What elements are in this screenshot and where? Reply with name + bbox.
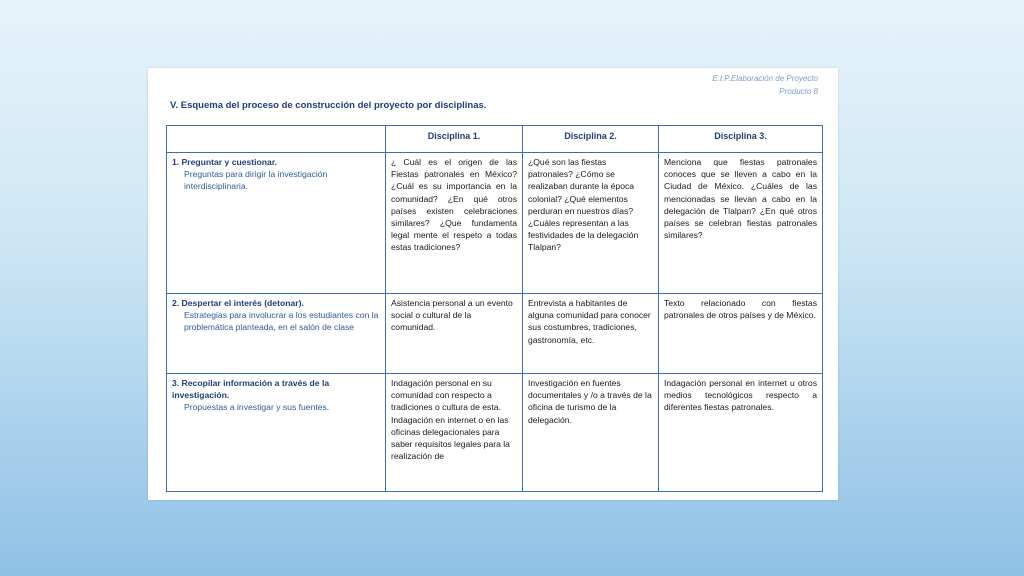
disciplina-1-cell: Asistencia personal a un evento social o cultural de la comunidad. bbox=[386, 294, 523, 374]
row-subtitle: Estrategias para involucrar a los estudiantes con la problemática planteada, en el salón de clase bbox=[184, 310, 379, 333]
row-title: 2. Despertar el interés (detonar). bbox=[172, 298, 304, 308]
table-header-row bbox=[167, 126, 823, 153]
document-page bbox=[148, 68, 838, 500]
disciplina-2-cell: Entrevista a habitantes de alguna comunidad para conocer sus costumbres, tradiciones, gastronomía, etc. bbox=[523, 294, 659, 374]
row-title: 1. Preguntar y cuestionar. bbox=[172, 157, 278, 167]
disciplina-1-cell: Indagación personal en su comunidad con respecto a tradiciones o cultura de esta. Indagación en internet o en las oficinas delegacionales para saber requisitos legales para la realización de bbox=[386, 374, 523, 492]
table-row bbox=[167, 153, 823, 294]
header-cell-empty bbox=[167, 126, 386, 153]
header-cell-disciplina-1: Disciplina 1. bbox=[386, 126, 523, 153]
header-product-label: Producto 8 bbox=[779, 87, 818, 96]
row-subtitle: Propuestas a investigar y sus fuentes. bbox=[184, 402, 330, 413]
table-row bbox=[167, 294, 823, 374]
disciplina-2-cell: ¿Qué son las fiestas patronales? ¿Cómo se realizaban durante la época colonial? ¿Qué elementos perduran en nuestros días? ¿Cuáles representan a las festividades de la delegación Tlalpan? bbox=[523, 153, 659, 294]
row-title: 3. Recopilar información a través de la investigación. bbox=[172, 378, 330, 401]
disciplina-3-cell: Indagación personal en internet u otros medios tecnológicos respecto a diferentes fiestas patronales. bbox=[659, 374, 823, 492]
disciplina-2-cell: Investigación en fuentes documentales y /o a través de la oficina de turismo de la delegación. bbox=[523, 374, 659, 492]
row-subtitle: Preguntas para dirigir la investigación interdisciplinaria. bbox=[184, 169, 328, 192]
disciplina-3-cell: Texto relacionado con fiestas patronales de otros países y de México. bbox=[659, 294, 823, 374]
row-heading-cell bbox=[167, 153, 386, 294]
process-table bbox=[166, 125, 823, 492]
disciplina-1-cell: ¿ Cuál es el origen de las Fiestas patronales en México? ¿Cuál es su importancia en la comunidad? ¿En qué otros países existen celebraciones similares? ¿Que fundamenta legal mente el respeto a todas estas tradiciones? bbox=[386, 153, 523, 294]
table-row bbox=[167, 374, 823, 492]
header-cell-disciplina-3: Disciplina 3. bbox=[659, 126, 823, 153]
disciplina-3-cell: Menciona que fiestas patronales conoces que se lleven a cabo en la Ciudad de México. ¿Cuáles de las mencionadas se llevan a cabo en la delegación de Tlalpan? ¿En qué otros países se celebran fiestas patronales similares? bbox=[659, 153, 823, 294]
row-heading-cell bbox=[167, 294, 386, 374]
row-heading-cell bbox=[167, 374, 386, 492]
header-cell-disciplina-2: Disciplina 2. bbox=[523, 126, 659, 153]
document-header bbox=[712, 72, 818, 98]
header-project-label: E.I.P.Elaboración de Proyecto bbox=[712, 74, 818, 83]
section-title: V. Esquema del proceso de construcción del proyecto por disciplinas. bbox=[170, 100, 487, 111]
